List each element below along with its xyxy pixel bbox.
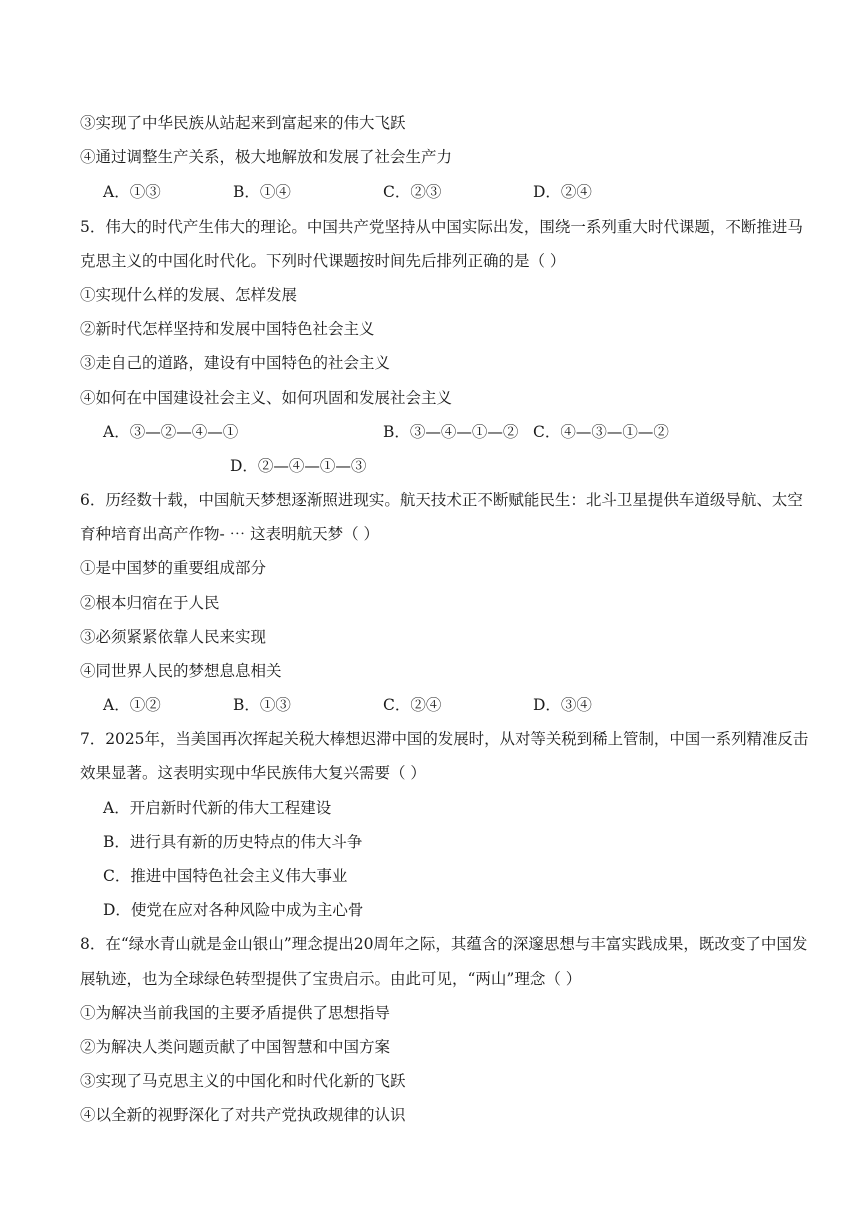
q6-item-1: ①是中国梦的重要组成部分 (80, 559, 267, 577)
q8-item-1: ①为解决当前我国的主要矛盾提供了思想指导 (80, 1004, 391, 1022)
q5-options-row-2 (0, 455, 868, 477)
q5-option-a: A．③—②—④—① (103, 423, 239, 441)
q8-item-4: ④以全新的视野深化了对共产党执政规律的认识 (80, 1106, 406, 1124)
q4-item-3: ③实现了中华民族从站起来到富起来的伟大飞跃 (80, 114, 406, 132)
q5-item-1: ①实现什么样的发展、怎样发展 (80, 286, 298, 304)
q6-option-b: B．①③ (233, 696, 291, 714)
q6-item-3: ③必须紧紧依靠人民来实现 (80, 628, 267, 646)
q8-item-3: ③实现了马克思主义的中国化和时代化新的飞跃 (80, 1072, 406, 1090)
q6-option-c: C．②④ (383, 696, 442, 714)
q5-item-2: ②新时代怎样坚持和发展中国特色社会主义 (80, 320, 375, 338)
q7-option-d: D．使党在应对各种风险中成为主心骨 (103, 901, 364, 919)
q7-option-b: B．进行具有新的历史特点的伟大斗争 (103, 833, 363, 851)
q6-option-a: A．①② (103, 696, 161, 714)
q7-stem-line-2: 效果显著。这表明实现中华民族伟大复兴需要（ ） (80, 764, 426, 782)
q5-option-b: B．③—④—①—② (383, 423, 519, 441)
q4-option-c: C．②③ (383, 183, 442, 201)
q4-option-d: D．②④ (533, 183, 592, 201)
q6-item-4: ④同世界人民的梦想息息相关 (80, 662, 282, 680)
q5-option-c: C．④—③—①—② (533, 423, 669, 441)
q8-item-2: ②为解决人类问题贡献了中国智慧和中国方案 (80, 1038, 391, 1056)
q5-option-d: D．②—④—①—③ (230, 457, 367, 475)
q4-item-4: ④通过调整生产关系，极大地解放和发展了社会生产力 (80, 148, 453, 166)
q5-item-3: ③走自己的道路，建设有中国特色的社会主义 (80, 354, 391, 372)
q6-stem-line-2: 育种培育出高产作物- ⋯ 这表明航天梦（ ） (80, 525, 380, 543)
q5-stem-line-1: 5．伟大的时代产生伟大的理论。中国共产党坚持从中国实际出发，围绕一系列重大时代课题，不断推进马 (80, 218, 803, 236)
q7-stem-line-1: 7．2025年，当美国再次挥起关税大棒想迟滞中国的发展时，从对等关税到稀上管制，中国一系列精准反击 (80, 730, 809, 748)
q4-option-b: B．①④ (233, 183, 291, 201)
q4-option-a: A．①③ (103, 183, 161, 201)
q8-stem-line-2: 展轨迹，也为全球绿色转型提供了宝贵启示。由此可见，“两山”理念（ ） (80, 970, 582, 988)
q4-options (0, 181, 868, 203)
q8-stem-line-1: 8．在“绿水青山就是金山银山”理念提出20周年之际，其蕴含的深邃思想与丰富实践成果，既改变了中国发 (80, 935, 808, 953)
q7-option-a: A．开启新时代新的伟大工程建设 (103, 799, 332, 817)
q6-item-2: ②根本归宿在于人民 (80, 594, 220, 612)
q6-options (0, 694, 868, 716)
q5-item-4: ④如何在中国建设社会主义、如何巩固和发展社会主义 (80, 389, 453, 407)
q5-stem-line-2: 克思主义的中国化时代化。下列时代课题按时间先后排列正确的是（ ） (80, 252, 566, 270)
q5-options-row-1 (0, 421, 868, 443)
q6-stem-line-1: 6．历经数十载，中国航天梦想逐渐照进现实。航天技术正不断赋能民生：北斗卫星提供车道级导航、太空 (80, 491, 803, 509)
q7-option-c: C．推进中国特色社会主义伟大事业 (103, 867, 348, 885)
q6-option-d: D．③④ (533, 696, 592, 714)
